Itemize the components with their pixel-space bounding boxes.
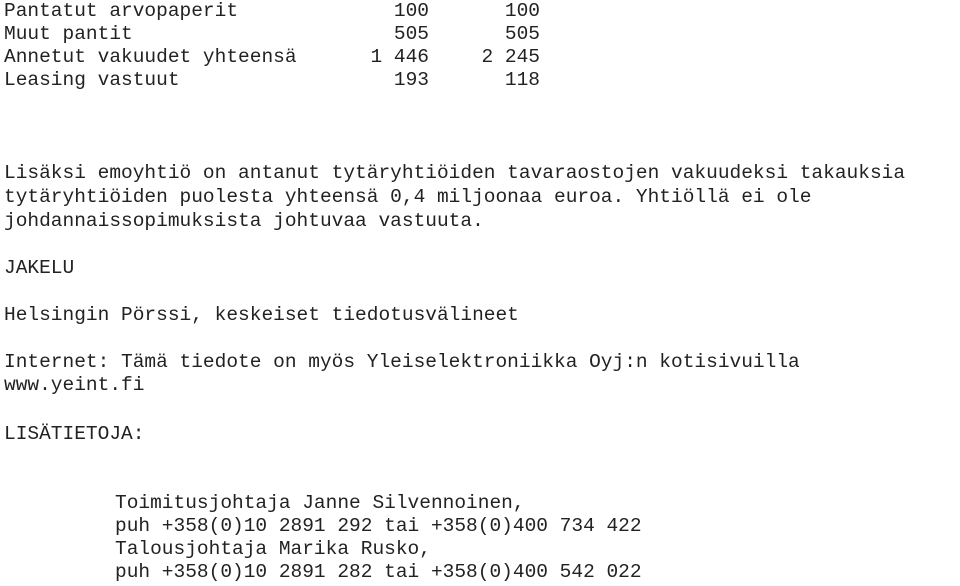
table-row bbox=[4, 69, 544, 92]
website-link[interactable]: www.yeint.fi bbox=[4, 374, 145, 396]
paragraph-line: johdannaissopimuksista johtuvaa vastuuta. bbox=[4, 210, 484, 232]
row-value-current: 505 bbox=[393, 23, 429, 45]
row-label: Leasing vastuut bbox=[4, 69, 180, 91]
paragraph-line: Lisäksi emoyhtiö on antanut tytäryhtiöiden tavaraostojen vakuudeksi takauksia bbox=[4, 162, 906, 184]
row-label: Annetut vakuudet yhteensä bbox=[4, 46, 297, 68]
table-row bbox=[4, 0, 544, 23]
distribution-heading: JAKELU bbox=[4, 257, 75, 279]
row-value-previous: 2 245 bbox=[481, 46, 540, 68]
row-value-previous: 505 bbox=[504, 23, 540, 45]
row-value-current: 1 446 bbox=[370, 46, 429, 68]
row-label: Muut pantit bbox=[4, 23, 133, 45]
row-value-current: 100 bbox=[393, 0, 429, 22]
table-row bbox=[4, 23, 544, 46]
info-heading: LISÄTIETOJA: bbox=[4, 423, 145, 445]
contact-line: Toimitusjohtaja Janne Silvennoinen, bbox=[115, 492, 525, 514]
row-label: Pantatut arvopaperit bbox=[4, 0, 239, 22]
paragraph-line: tytäryhtiöiden puolesta yhteensä 0,4 miljoonaa euroa. Yhtiöllä ei ole bbox=[4, 186, 812, 208]
contact-line: puh +358(0)10 2891 282 tai +358(0)400 542 022 bbox=[115, 561, 642, 583]
internet-note: Internet: Tämä tiedote on myös Yleiselektroniikka Oyj:n kotisivuilla bbox=[4, 351, 800, 373]
contact-line: Talousjohtaja Marika Rusko, bbox=[115, 538, 431, 560]
row-value-current: 193 bbox=[393, 69, 429, 91]
contact-line: puh +358(0)10 2891 292 tai +358(0)400 734 422 bbox=[115, 515, 642, 537]
distribution-recipients: Helsingin Pörssi, keskeiset tiedotusvälineet bbox=[4, 304, 519, 326]
table-row bbox=[4, 46, 544, 69]
row-value-previous: 118 bbox=[504, 69, 540, 91]
row-value-previous: 100 bbox=[504, 0, 540, 22]
